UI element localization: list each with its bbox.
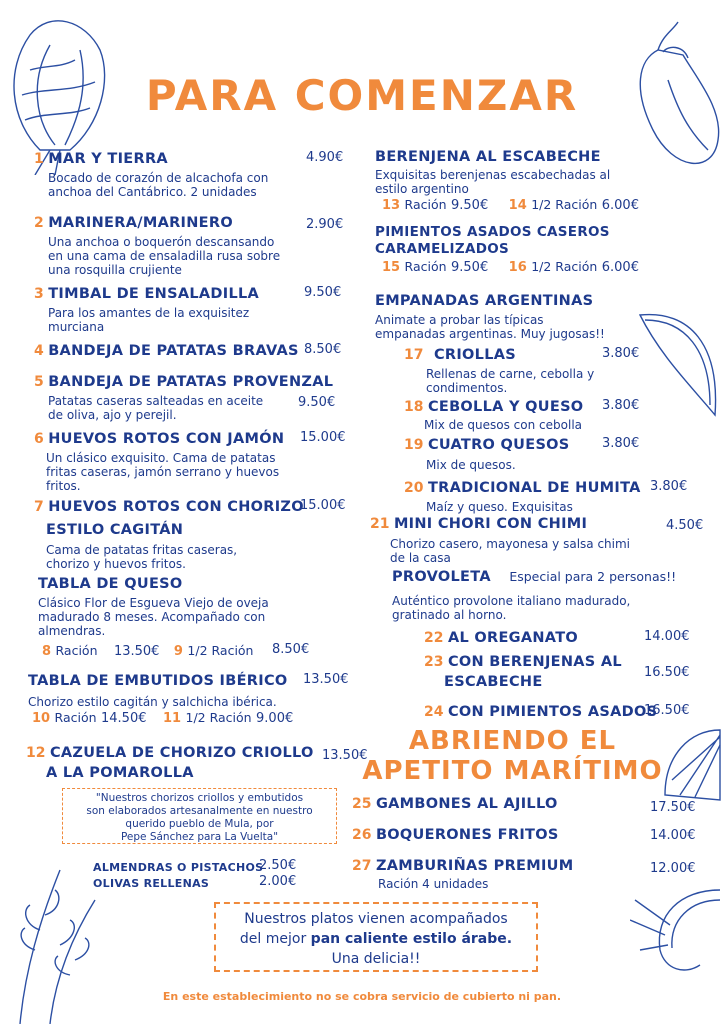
menu-item-21: [370, 515, 715, 565]
item-price: 16.50€: [644, 665, 690, 680]
item-price: 9.50€: [304, 285, 342, 300]
item-number: 2: [34, 215, 44, 231]
quote-line: querido pueblo de Mula, por: [125, 818, 274, 830]
item-name: GAMBONES AL AJILLO: [375, 796, 558, 812]
item-desc: almendras.: [38, 624, 106, 638]
item-desc: Animate a probar las típicas: [375, 313, 544, 327]
quote-line: son elaborados artesanalmente en nuestro: [86, 805, 313, 817]
provoleta-section: [392, 568, 712, 622]
item-note: Especial para 2 personas!!: [509, 569, 677, 584]
chorizo-quote-box: [62, 788, 337, 844]
item-name: TABLA DE QUESO: [38, 576, 183, 592]
empanada-item-19: [404, 436, 644, 472]
item-desc: Ración 4 unidades: [378, 877, 489, 891]
item-number: 1: [34, 151, 44, 167]
option-number: 11: [162, 711, 182, 726]
item-name: MARINERA/MARINERO: [48, 215, 233, 231]
option-label: 1/2 Ración: [185, 710, 252, 725]
option-number: 8: [42, 644, 52, 659]
extra-price: 2.00€: [259, 874, 297, 889]
item-price: 14.00€: [650, 828, 696, 843]
item-number: 7: [34, 499, 44, 515]
provoleta-item-24: [424, 703, 694, 721]
section-title-line: ABRIENDO EL: [408, 726, 617, 756]
item-name: CEBOLLA Y QUESO: [427, 399, 584, 415]
option-price: 6.00€: [601, 260, 639, 275]
item-desc: de oliva, ajo y perejil.: [48, 408, 177, 422]
item-desc: en una cama de ensaladilla rusa sobre: [48, 249, 281, 263]
item-name: BERENJENA AL ESCABECHE: [375, 149, 601, 165]
option-price: 13.50€: [113, 644, 160, 659]
item-number: 25: [352, 796, 372, 812]
item-name: CAZUELA DE CHORIZO CRIOLLO: [49, 745, 314, 761]
option-price: 14.50€: [101, 711, 147, 726]
item-name-line2: A LA POMAROLLA: [46, 765, 194, 781]
menu-item-2: [34, 214, 354, 277]
item-desc: Clásico Flor de Esgueva Viejo de oveja: [38, 596, 269, 610]
option-price: 8.50€: [272, 642, 310, 657]
item-desc: Maíz y queso. Exquisitas: [426, 500, 573, 514]
item-number: 12: [26, 745, 46, 761]
item-price: 9.50€: [298, 395, 336, 410]
option-label: Ración: [54, 710, 97, 725]
item-desc: Chorizo casero, mayonesa y salsa chimi: [390, 537, 631, 551]
option-number: 16: [508, 260, 527, 275]
option-label: 1/2 Ración: [531, 197, 598, 212]
item-number: 6: [34, 431, 44, 447]
menu-item-7: [34, 498, 364, 571]
extra-name: ALMENDRAS O PISTACHOS: [93, 861, 264, 874]
item-desc: murciana: [48, 320, 105, 334]
item-name: MINI CHORI CON CHIMI: [393, 516, 588, 532]
item-desc: Auténtico provolone italiano madurado,: [392, 594, 631, 608]
option-price: 6.00€: [601, 198, 639, 213]
quote-line: "Nuestros chorizos criollos y embutidos: [95, 792, 304, 804]
item-name: PROVOLETA: [392, 569, 491, 585]
menu-item-1: [34, 150, 354, 199]
item-price: 15.00€: [300, 498, 346, 513]
item-desc: condimentos.: [426, 381, 508, 395]
option-label: 1/2 Ración: [531, 259, 598, 274]
option-number: 13: [382, 198, 401, 213]
option-price: 9.50€: [451, 198, 489, 213]
item-price: 12.00€: [650, 861, 696, 876]
item-desc: empanadas argentinas. Muy jugosas!!: [375, 327, 605, 341]
bread-note-line: Una delicia!!: [331, 951, 421, 967]
item-name: AL OREGANATO: [447, 630, 579, 646]
item-desc: Exquisitas berenjenas escabechadas al: [375, 168, 611, 182]
item-price: 3.80€: [602, 346, 640, 361]
item-number: 21: [370, 516, 390, 532]
item-desc: Mix de quesos.: [426, 458, 516, 472]
item-number: 22: [424, 630, 444, 646]
bread-note-text: del mejor: [239, 931, 311, 947]
option-label: Ración: [404, 197, 447, 212]
bread-note-line: [216, 929, 536, 949]
item-number: 24: [424, 704, 444, 720]
item-name: HUEVOS ROTOS CON JAMÓN: [48, 431, 285, 447]
item-price: 4.90€: [306, 150, 344, 165]
item-name: PIMIENTOS ASADOS CASEROS: [375, 224, 610, 240]
item-number: 17: [404, 347, 424, 363]
section-title-line: APETITO MARÍTIMO: [362, 756, 663, 786]
item-price: 16.50€: [644, 703, 690, 718]
menu-item-5: [34, 373, 354, 422]
option-price: 9.00€: [256, 711, 294, 726]
item-name-line2: ESTILO CAGITÁN: [46, 522, 184, 538]
item-desc: Cama de patatas fritas caseras,: [46, 543, 238, 557]
provoleta-item-22: [424, 629, 694, 647]
item-name: TRADICIONAL DE HUMITA: [427, 480, 641, 496]
item-name: TIMBAL DE ENSALADILLA: [48, 286, 260, 302]
item-price: 13.50€: [322, 748, 368, 763]
item-desc: Para los amantes de la exquisitez: [48, 306, 250, 320]
item-desc: chorizo y huevos fritos.: [46, 557, 186, 571]
extra-name: OLIVAS RELLENAS: [93, 877, 210, 890]
item-name-line2: CARAMELIZADOS: [375, 241, 510, 257]
pimientos-prices: [382, 258, 682, 276]
empanadas-section: [375, 293, 675, 341]
item-desc: una rosquilla crujiente: [48, 263, 182, 277]
option-label: 1/2 Ración: [187, 643, 254, 658]
item-number: 3: [34, 286, 44, 302]
embutidos-board: [28, 672, 358, 709]
option-price: 9.50€: [451, 260, 489, 275]
item-number: 27: [352, 858, 372, 874]
item-name: CON BERENJENAS AL: [447, 654, 622, 670]
extras-list: [93, 858, 313, 890]
item-desc: anchoa del Cantábrico. 2 unidades: [48, 185, 257, 199]
quote-line: Pepe Sánchez para La Vuelta": [120, 831, 279, 843]
menu-item-3: [34, 285, 354, 334]
berenjena-prices: [382, 196, 682, 214]
option-number: 14: [508, 198, 527, 213]
footer-note: En este establecimiento no se cobra servicio de cubierto ni pan.: [162, 990, 562, 1003]
empanada-item-20: [404, 479, 704, 514]
item-number: 4: [34, 343, 44, 359]
item-desc: Una anchoa o boquerón descansando: [48, 235, 275, 249]
item-number: 19: [404, 437, 424, 453]
section-title-maritimo: [350, 726, 675, 786]
item-name: TABLA DE EMBUTIDOS IBÉRICO: [28, 673, 288, 689]
page-title: PARA COMENZAR: [145, 71, 579, 120]
embutidos-prices: [32, 709, 332, 727]
option-number: 15: [382, 260, 401, 275]
item-desc: fritos.: [46, 479, 81, 493]
empanada-item-17: [404, 346, 644, 395]
option-number: 9: [173, 644, 183, 659]
item-price: 13.50€: [303, 672, 349, 687]
option-number: 10: [32, 711, 51, 726]
item-desc: Bocado de corazón de alcachofa con: [48, 171, 269, 185]
menu-item-12: [26, 744, 371, 781]
item-desc: fritas caseras, jamón serrano y huevos: [46, 465, 280, 479]
item-name: CUATRO QUESOS: [427, 437, 570, 453]
item-desc: madurado 8 meses. Acompañado con: [38, 610, 266, 624]
empanada-item-18: [404, 398, 644, 432]
item-number: 23: [424, 654, 444, 670]
item-price: 3.80€: [602, 436, 640, 451]
option-label: Ración: [404, 259, 447, 274]
item-price: 15.00€: [300, 430, 346, 445]
cheese-prices: [42, 642, 342, 660]
item-number: 26: [352, 827, 372, 843]
provoleta-item-23: [424, 653, 694, 690]
item-number: 20: [404, 480, 424, 496]
item-name: ZAMBURIÑAS PREMIUM: [375, 858, 574, 874]
item-number: 18: [404, 399, 424, 415]
menu-item-25: [352, 795, 697, 813]
item-desc: Chorizo estilo cagitán y salchicha ibérica.: [28, 695, 277, 709]
item-name: MAR Y TIERRA: [48, 151, 168, 167]
cheese-board: [38, 576, 358, 638]
item-desc: Mix de quesos con cebolla: [424, 418, 583, 432]
item-price: 2.90€: [306, 217, 344, 232]
item-desc: gratinado al horno.: [392, 608, 507, 622]
bread-note-box: [214, 902, 538, 972]
item-desc: estilo argentino: [375, 182, 469, 196]
menu-item-6: [34, 430, 354, 493]
option-label: Ración: [55, 643, 98, 658]
item-desc: Patatas caseras salteadas en aceite: [48, 394, 264, 408]
item-name: BANDEJA DE PATATAS BRAVAS: [48, 343, 299, 359]
menu-item-berenjena: [375, 149, 675, 196]
item-price: 4.50€: [666, 518, 704, 533]
menu-item-4: [34, 342, 354, 360]
item-name: EMPANADAS ARGENTINAS: [375, 293, 594, 309]
item-name: BANDEJA DE PATATAS PROVENZAL: [48, 374, 334, 390]
bread-note-highlight: pan caliente estilo árabe.: [310, 931, 513, 947]
item-price: 3.80€: [650, 479, 688, 494]
item-price: 8.50€: [304, 342, 342, 357]
item-price: 17.50€: [650, 800, 696, 815]
menu-item-26: [352, 826, 697, 844]
extra-price: 2.50€: [259, 858, 297, 873]
item-desc: Un clásico exquisito. Cama de patatas: [46, 451, 276, 465]
item-price: 3.80€: [602, 398, 640, 413]
item-name: CRIOLLAS: [433, 347, 517, 363]
bread-note-line: Nuestros platos vienen acompañados: [244, 911, 508, 927]
item-desc: de la casa: [390, 551, 451, 565]
item-number: 5: [34, 374, 44, 390]
item-name: BOQUERONES FRITOS: [375, 827, 559, 843]
item-name-line2: ESCABECHE: [444, 674, 543, 690]
item-name: CON PIMIENTOS ASADOS: [447, 704, 658, 720]
item-price: 14.00€: [644, 629, 690, 644]
menu-item-27: [352, 857, 697, 891]
menu-item-pimientos: [375, 224, 675, 257]
item-desc: Rellenas de carne, cebolla y: [426, 367, 595, 381]
item-name: HUEVOS ROTOS CON CHORIZO: [48, 499, 304, 515]
